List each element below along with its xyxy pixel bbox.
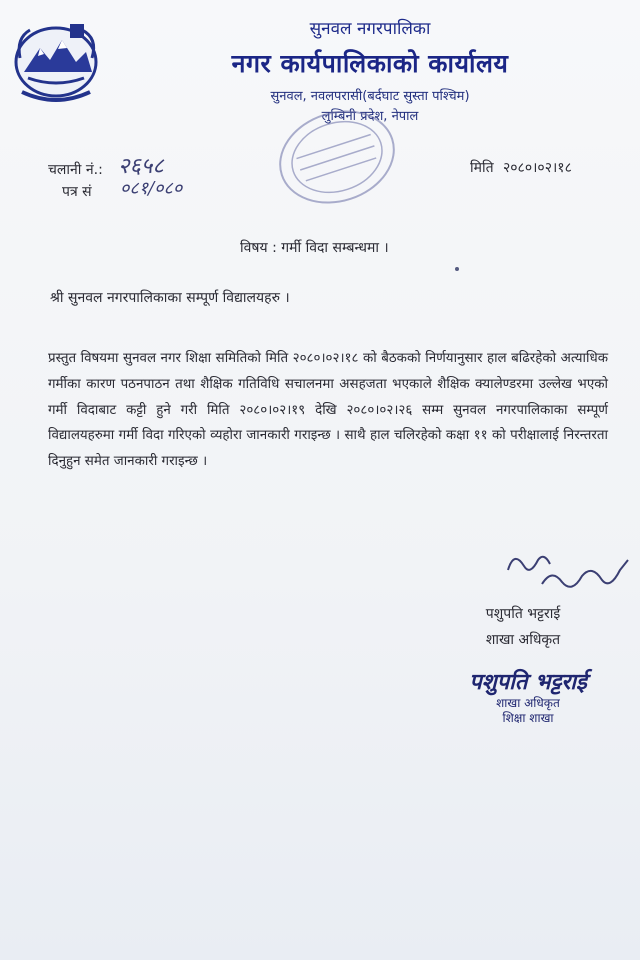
- letter-subject: विषय : गर्मी विदा सम्बन्धमा ।: [240, 240, 389, 256]
- address-line-2: लुम्बिनी प्रदेश, नेपाल: [321, 109, 419, 124]
- office-stamp-icon: [272, 102, 402, 212]
- handwritten-initial-icon: [502, 540, 632, 610]
- signer-title: शाखा अधिकृत: [485, 632, 561, 648]
- stamp-name: पशुपति भट्टराई: [469, 669, 587, 695]
- letter-body: प्रस्तुत विषयमा सुनवल नगर शिक्षा समितिको मिति २०८०।०२।१८ को बैठकको निर्णयानुसार हाल बढिरहेको अत्याधिक गर्मीका कारण पठनपाठन तथा शैक्षिक गतिविधि सचालनमा असहजता भएकाले शैक्षिक क्यालेण्डरमा उल्लेख भएको गर्मी विदाबाट कट्टी हुने गरी मिति २०८०।०२।१९ देखि २०८०।०२।२६ सम्म सुनवल नगरपालिकाका सम्पूर्ण विद्यालयहरुमा गर्मी विदा गरिएको व्यहोरा जानकारी गराइन्छ । साथै हाल चलिरहेको कक्षा ११ को परीक्षालाई निरन्तरता दिनुहुन समेत जानकारी गराइन्छ ।: [48, 351, 608, 470]
- letter-addressee: श्री सुनवल नगरपालिकाका सम्पूर्ण विद्यालयहरु ।: [50, 290, 290, 306]
- stamp-line-1: शाखा अधिकृत: [496, 696, 560, 710]
- chalani-number: २६५८: [118, 154, 164, 179]
- address-line-1: सुनवल, नवलपरासी(बर्दघाट सुस्ता पश्चिम): [270, 89, 470, 104]
- nepal-emblem-icon: [10, 18, 102, 104]
- stamp-line-2: शिक्षा शाखा: [502, 711, 554, 725]
- patra-number: ०८१/०८०: [120, 178, 183, 199]
- signer-name: पशुपति भट्टराई: [485, 606, 561, 622]
- municipality-name: सुनवल नगरपालिका: [309, 19, 431, 39]
- signature-stamp: [458, 666, 598, 726]
- patra-label: पत्र सं: [62, 184, 92, 200]
- office-name: नगर कार्यपालिकाको कार्यालय: [231, 49, 509, 78]
- ink-dot: [455, 267, 459, 271]
- date-label: मिति: [470, 160, 494, 176]
- date-value: २०८०।०२।१८: [503, 160, 572, 176]
- chalani-label: चलानी नं.:: [48, 162, 103, 178]
